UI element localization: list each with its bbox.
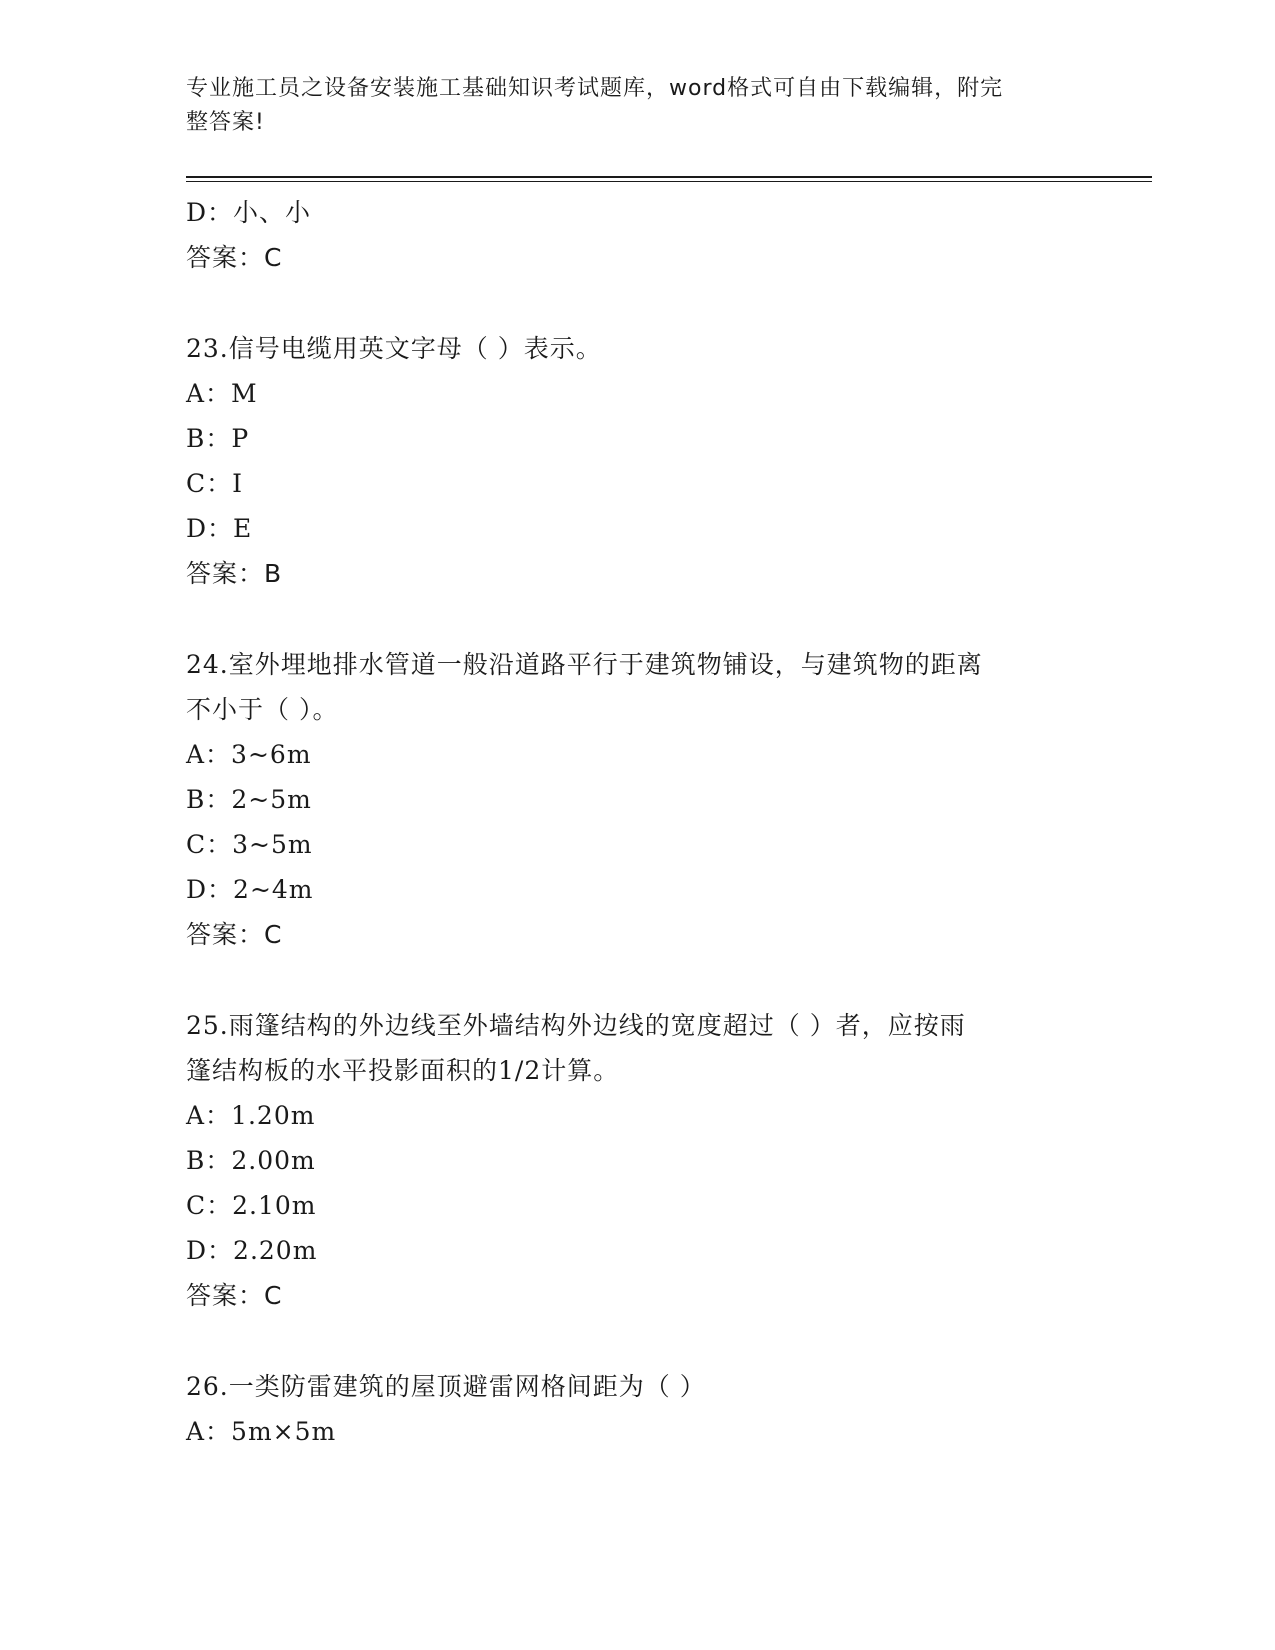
question-text: 25.雨篷结构的外边线至外墙结构外边线的宽度超过（ ）者，应按雨 xyxy=(186,1011,966,1040)
option-d: D：2.20m xyxy=(186,1236,318,1265)
option-b: B：P xyxy=(186,424,250,453)
spacer xyxy=(186,1318,1086,1364)
answer-line: 答案：B xyxy=(186,559,283,588)
spacer xyxy=(186,596,1086,642)
question-text-continued: 不小于（ ）。 xyxy=(186,695,339,724)
question-23 xyxy=(186,326,1086,596)
spacer xyxy=(186,280,1086,326)
question-text-continued: 篷结构板的水平投影面积的1/2计算。 xyxy=(186,1056,620,1085)
option-d: D：E xyxy=(186,514,253,543)
option-a: A：M xyxy=(186,379,258,408)
option-a: A：5m×5m xyxy=(186,1417,337,1446)
page-header xyxy=(186,72,1066,140)
option-b: B：2~5m xyxy=(186,785,312,814)
option-d: D：小、小 xyxy=(186,198,312,227)
option-b: B：2.00m xyxy=(186,1146,316,1175)
question-list xyxy=(186,190,1086,1454)
answer-line: 答案：C xyxy=(186,1281,283,1310)
question-text: 23.信号电缆用英文字母（ ）表示。 xyxy=(186,334,602,363)
option-a: A：1.20m xyxy=(186,1101,316,1130)
option-c: C：I xyxy=(186,469,244,498)
question-text: 26.一类防雷建筑的屋顶避雷网格间距为（ ） xyxy=(186,1372,706,1401)
header-title-line-2: 整答案! xyxy=(186,110,265,135)
answer-line: 答案：C xyxy=(186,920,283,949)
spacer xyxy=(186,957,1086,1003)
question-text: 24.室外埋地排水管道一般沿道路平行于建筑物铺设，与建筑物的距离 xyxy=(186,650,983,679)
option-d: D：2~4m xyxy=(186,875,314,904)
question-24 xyxy=(186,642,1086,957)
question-25 xyxy=(186,1003,1086,1318)
previous-question-tail xyxy=(186,190,1086,280)
header-divider-thin xyxy=(186,181,1152,182)
question-26 xyxy=(186,1364,1086,1454)
option-c: C：3~5m xyxy=(186,830,313,859)
header-title-line-1: 专业施工员之设备安装施工基础知识考试题库，word格式可自由下载编辑，附完 xyxy=(186,76,1004,101)
option-a: A：3~6m xyxy=(186,740,312,769)
header-divider-thick xyxy=(186,176,1152,178)
answer-line: 答案：C xyxy=(186,243,283,272)
option-c: C：2.10m xyxy=(186,1191,317,1220)
